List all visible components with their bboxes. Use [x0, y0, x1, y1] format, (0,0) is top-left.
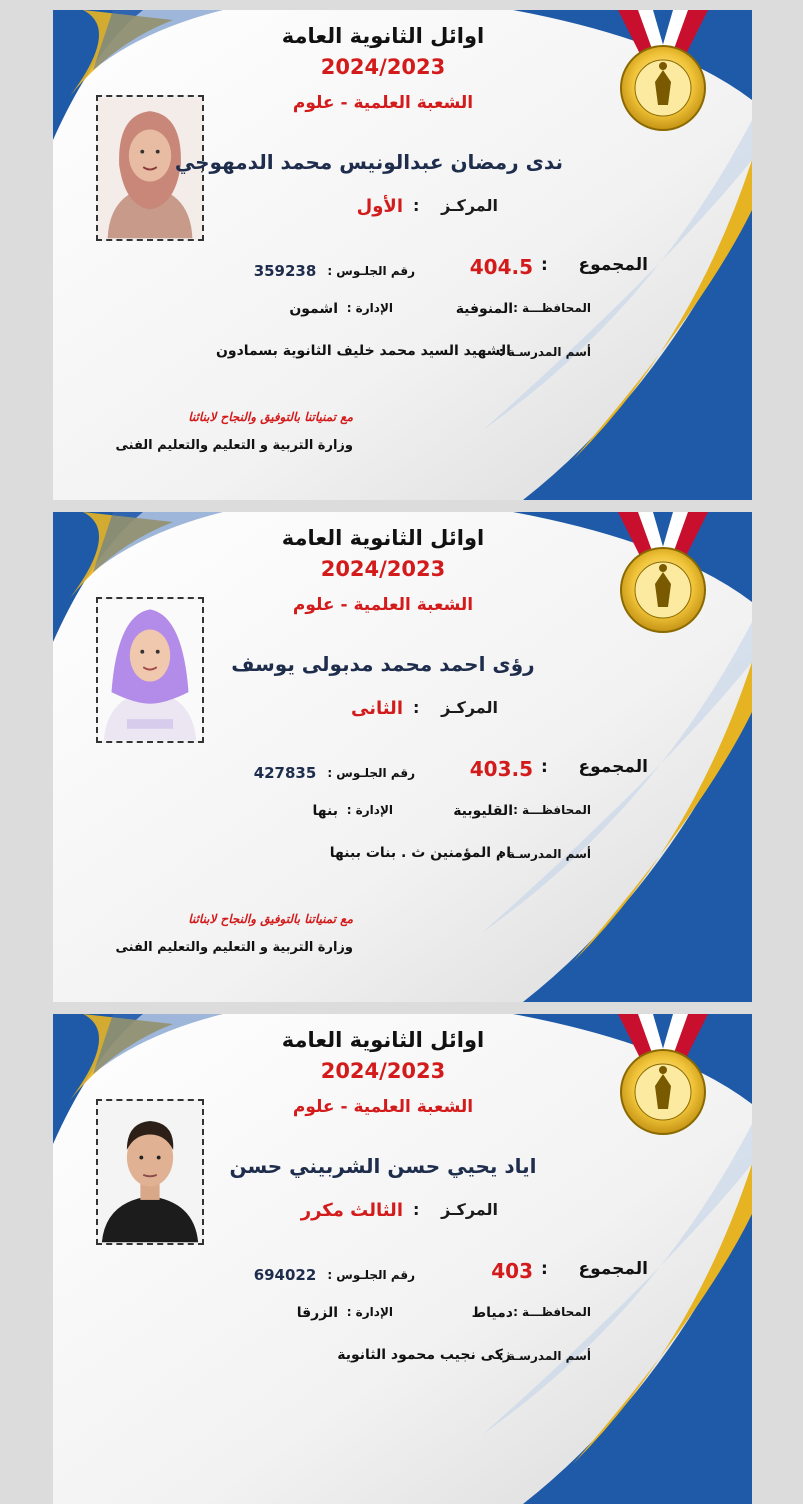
- rank-colon: :: [413, 698, 420, 717]
- student-photo: [96, 597, 204, 743]
- student-name: اياد يحيي حسن الشربيني حسن: [229, 1154, 537, 1178]
- academic-year: 2024/2023: [320, 55, 446, 79]
- governorate-label: المحافظـــة :: [513, 301, 591, 315]
- rank-label: المركـز: [441, 196, 498, 215]
- administration-value: اشمون: [289, 301, 338, 317]
- total-value: 403.5: [469, 757, 533, 781]
- total-colon: :: [541, 757, 548, 777]
- student-name: رؤى احمد محمد مدبولى يوسف: [231, 652, 535, 676]
- ministry-emblem-icon: [608, 512, 718, 637]
- certificate-title: اوائل الثانوية العامة: [281, 526, 485, 550]
- certificate-card-1: [53, 10, 752, 500]
- rank-value: الثالث مكرر: [300, 1200, 403, 1221]
- administration-value: الزرقا: [296, 1305, 338, 1321]
- ministry-emblem-icon: [608, 10, 718, 135]
- ministry-name: وزارة التربية و التعليم والتعليم الفنى: [115, 940, 353, 955]
- rank-value: الثانى: [350, 698, 403, 719]
- certificate-title: اوائل الثانوية العامة: [281, 1028, 485, 1052]
- school-label: أسم المدرسـة :: [498, 847, 591, 861]
- governorate-label: المحافظـــة :: [513, 803, 591, 817]
- branch-label: الشعبة العلمية - علوم: [292, 595, 474, 615]
- rank-colon: :: [413, 1200, 420, 1219]
- rank-label: المركـز: [441, 698, 498, 717]
- administration-label: الإدارة :: [346, 803, 393, 817]
- governorate-label: المحافظـــة :: [513, 1305, 591, 1319]
- rank-value: الأول: [356, 196, 403, 217]
- seat-number-value: 359238: [253, 262, 317, 280]
- branch-label: الشعبة العلمية - علوم: [292, 1097, 474, 1117]
- certificate-title: اوائل الثانوية العامة: [281, 24, 485, 48]
- ministry-emblem-icon: [608, 1014, 718, 1139]
- branch-label: الشعبة العلمية - علوم: [292, 93, 474, 113]
- seat-number-value: 694022: [253, 1266, 317, 1284]
- academic-year: 2024/2023: [320, 557, 446, 581]
- total-label: المجموع: [578, 1259, 648, 1279]
- governorate-value: دمياط: [471, 1305, 513, 1321]
- student-name: ندى رمضان عبدالونيس محمد الدمهوجي: [174, 150, 563, 174]
- seat-number-label: رقم الجلـوس :: [327, 766, 415, 780]
- school-label: أسم المدرسـة :: [498, 345, 591, 359]
- student-photo-icon: [98, 599, 202, 741]
- school-value: الشهيد السيد محمد خليف الثانوية بسمادون: [215, 343, 511, 359]
- total-colon: :: [541, 255, 548, 275]
- seat-number-label: رقم الجلـوس :: [327, 264, 415, 278]
- governorate-value: القليوبية: [453, 803, 513, 819]
- certificate-card-2: [53, 512, 752, 1002]
- academic-year: 2024/2023: [320, 1059, 446, 1083]
- wishes-text: مع تمنياتنا بالتوفيق والنجاح لابنائنا: [188, 912, 353, 926]
- total-label: المجموع: [578, 757, 648, 777]
- governorate-value: المنوفية: [455, 301, 513, 317]
- rank-label: المركـز: [441, 1200, 498, 1219]
- school-value: ام المؤمنين ث . بنات ببنها: [329, 845, 511, 861]
- school-value: زكى نجيب محمود الثانوية: [337, 1347, 511, 1363]
- student-photo: [96, 1099, 204, 1245]
- certificate-card-3: [53, 1014, 752, 1504]
- rank-colon: :: [413, 196, 420, 215]
- total-label: المجموع: [578, 255, 648, 275]
- school-label: أسم المدرسـة :: [498, 1349, 591, 1363]
- student-photo-icon: [98, 1101, 202, 1243]
- total-value: 404.5: [469, 255, 533, 279]
- wishes-text: مع تمنياتنا بالتوفيق والنجاح لابنائنا: [188, 410, 353, 424]
- administration-label: الإدارة :: [346, 1305, 393, 1319]
- total-colon: :: [541, 1259, 548, 1279]
- total-value: 403: [491, 1259, 533, 1283]
- seat-number-value: 427835: [253, 764, 317, 782]
- administration-label: الإدارة :: [346, 301, 393, 315]
- administration-value: بنها: [312, 803, 338, 819]
- ministry-name: وزارة التربية و التعليم والتعليم الفنى: [115, 438, 353, 453]
- seat-number-label: رقم الجلـوس :: [327, 1268, 415, 1282]
